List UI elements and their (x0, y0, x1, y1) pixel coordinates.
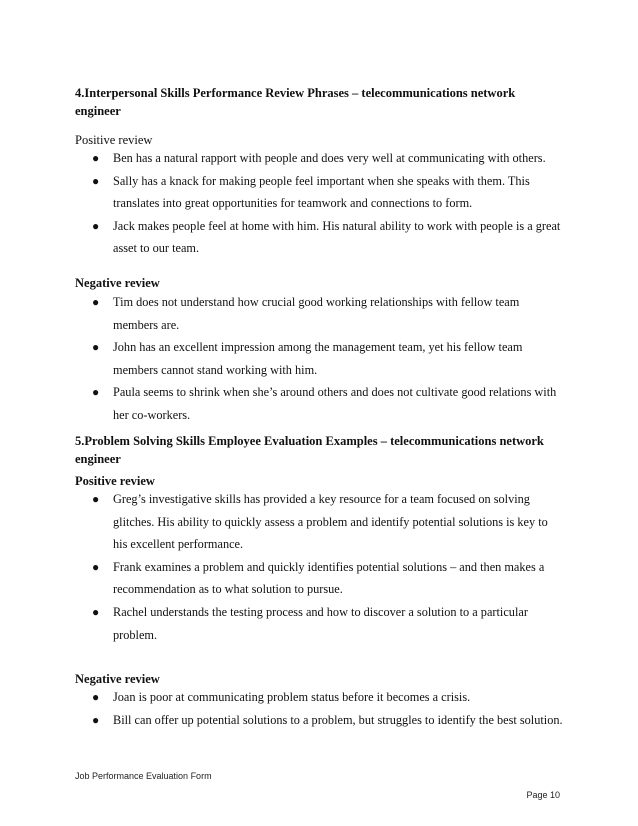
bullet-icon: ● (92, 559, 100, 574)
footer-title: Job Performance Evaluation Form (75, 771, 212, 781)
bullet-icon: ● (92, 492, 100, 506)
positive-review-label: Positive review (75, 133, 153, 147)
positive-review-list (75, 147, 565, 260)
list-item: ● Jack makes people feel at home with him. His natural ability to work with people is a great asset to our team. (75, 215, 565, 260)
bullet-icon: ● (92, 218, 100, 233)
list-item: ● Rachel understands the testing process and how to discover a solution to a particular problem. (75, 601, 565, 646)
bullet-icon: ● (92, 385, 100, 400)
positive-review-list (75, 488, 565, 646)
list-item: ● Joan is poor at communicating problem status before it becomes a crisis. (75, 686, 565, 709)
list-item: ● Bill can offer up potential solutions to a problem, but struggles to identify the best solution. (75, 709, 565, 732)
bullet-icon: ● (92, 690, 100, 704)
positive-review-label: Positive review (75, 474, 155, 488)
negative-review-label: Negative review (75, 672, 160, 686)
bullet-icon: ● (92, 173, 100, 188)
list-item: ● Tim does not understand how crucial good working relationships with fellow team members are. (75, 291, 565, 336)
bullet-icon: ● (92, 295, 100, 309)
list-item: ● Sally has a knack for making people feel important when she speaks with them. This translates into great opportunities for teamwork and connections to form. (75, 170, 565, 215)
section-heading-interpersonal: 4.Interpersonal Skills Performance Review Phrases – telecommunications network engineer (75, 86, 516, 118)
bullet-icon: ● (92, 151, 100, 165)
list-item: ● Greg’s investigative skills has provided a key resource for a team focused on solving glitches. His ability to quickly assess a problem and identify potential solutions is key to his excellent performance. (75, 488, 565, 556)
section-heading-problem-solving: 5.Problem Solving Skills Employee Evaluation Examples – telecommunications network engineer (75, 434, 544, 466)
list-item: ● John has an excellent impression among the management team, yet his fellow team members cannot stand working with him. (75, 336, 565, 381)
negative-review-list (75, 291, 565, 427)
bullet-icon: ● (92, 604, 100, 619)
list-item: ● Frank examines a problem and quickly identifies potential solutions – and then makes a recommendation as to what solution to pursue. (75, 556, 565, 601)
list-item: ● Ben has a natural rapport with people and does very well at communicating with others. (75, 147, 565, 170)
negative-review-label: Negative review (75, 276, 160, 290)
page-number: Page 10 (526, 790, 560, 800)
bullet-icon: ● (92, 712, 100, 727)
list-item: ● Paula seems to shrink when she’s around others and does not cultivate good relations with her co-workers. (75, 381, 565, 426)
bullet-icon: ● (92, 340, 100, 355)
negative-review-list (75, 686, 565, 731)
